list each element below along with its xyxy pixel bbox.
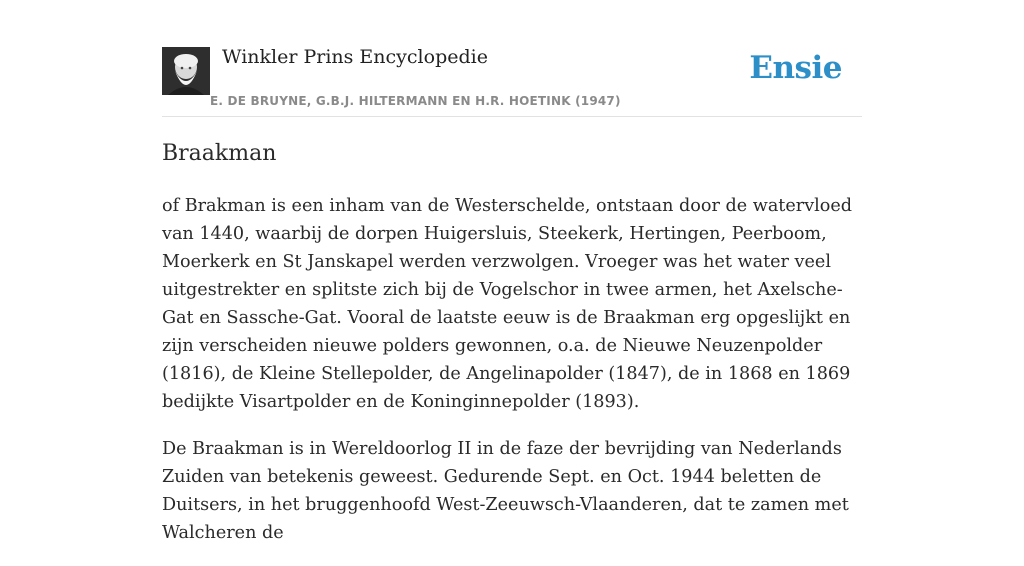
portrait-icon	[162, 47, 210, 95]
source-title[interactable]: Winkler Prins Encyclopedie	[222, 46, 488, 68]
article-paragraph: of Brakman is een inham van de Westerschelde, ontstaan door de watervloed van 1440, waarbij de dorpen Huigersluis, Steekerk, Hertingen, Peerboom, Moerkerk en St Janskapel werden verzwolgen. Vroeger was het water veel uitgestrekter en splitste zich bij de Vogelschor in twee armen, het Axelsche-Gat en Sassche-Gat. Vooral de laatste eeuw is de Braakman erg opgeslijkt en zijn verscheiden nieuwe polders gewonnen, o.a. de Nieuwe Neuzenpolder (1816), de Kleine Stellepolder, de Angelinapolder (1847), de in 1868 en 1869 bedijkte Visartpolder en de Koninginnepolder (1893).	[162, 196, 853, 412]
brand-logo[interactable]: Ensie	[749, 50, 842, 86]
source-authors: E. DE BRUYNE, G.B.J. HILTERMANN EN H.R. HOETINK (1947)	[210, 94, 621, 108]
source-header	[162, 0, 862, 117]
article-body	[162, 192, 870, 566]
article-title: Braakman	[162, 141, 277, 166]
author-avatar[interactable]	[162, 47, 210, 95]
article-paragraph: De Braakman is in Wereldoorlog II in de faze der bevrijding van Nederlands Zuiden van betekenis geweest. Gedurende Sept. en Oct. 1944 beletten de Duitsers, in het bruggenhoofd West-Zeeuwsch-Vlaanderen, dat te zamen met Walcheren de	[162, 439, 849, 543]
